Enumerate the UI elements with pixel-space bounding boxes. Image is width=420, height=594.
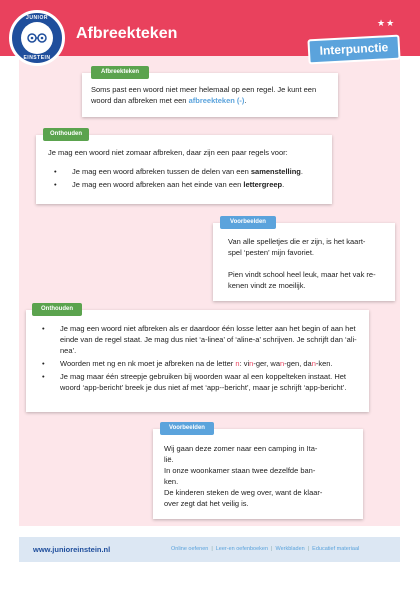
example-line: ken.	[164, 477, 179, 486]
logo-text-top: JUNIOR	[26, 15, 48, 21]
junior-einstein-logo	[9, 10, 65, 66]
subject-badge: Interpunctie	[307, 35, 400, 65]
rules1-tag: Onthouden	[43, 128, 89, 141]
examples1-tag: Voorbeelden	[220, 216, 276, 229]
examples1-card	[213, 223, 395, 301]
footer-link-werkbladen[interactable]: Werkbladen	[275, 546, 305, 552]
list-item: • Je mag een woord niet afbreken als er daardoor één losse letter aan het begin of aan het einde van de regel staat. Je mag dus niet ‘a-linea’ of ‘aline-a’ schrijven. Je schrijft dan ‘ali-nea’.	[36, 323, 359, 356]
page-title: Afbreekteken	[76, 25, 178, 42]
intro-tag: Afbreekteken	[91, 66, 149, 79]
example-line: spel ‘pesten’ mijn favoriet.	[228, 248, 315, 257]
footer-link-online-oefenen[interactable]: Online oefenen	[171, 546, 209, 552]
rules1-card	[36, 135, 332, 204]
footer-links: Online oefenen | Leer-en oefenboeken | Werkbladen | Educatief materiaal	[171, 546, 360, 552]
list-item: • Woorden met ng en nk moet je afbreken na de letter n: vin-ger, wan-gen, dan-ken.	[36, 358, 359, 369]
rules2-tag: Onthouden	[32, 303, 82, 316]
example-line: over zegt dat het veilig is.	[164, 499, 249, 508]
example-line: De kinderen steken de weg over, want de klaar-	[164, 488, 323, 497]
page-footer	[19, 537, 400, 562]
example-line: Pien vindt school heel leuk, maar het vak re-	[228, 270, 376, 279]
examples2-tag: Voorbeelden	[160, 422, 214, 435]
list-item: • Je mag een woord afbreken tussen de delen van een samenstelling.	[48, 166, 324, 177]
intro-text: Soms past een woord niet meer helemaal op een regel. Je kunt een woord dan afbreken met een afbreekteken (-).	[91, 85, 317, 105]
intro-card	[82, 73, 338, 117]
example-line: In onze woonkamer staan twee dezelfde ban-	[164, 466, 316, 475]
footer-link-leer-en-oefenboeken[interactable]: Leer-en oefenboeken	[215, 546, 269, 552]
rules1-lead: Je mag een woord niet zomaar afbreken, daar zijn een paar regels voor:	[48, 148, 288, 157]
logo-face-circle	[21, 22, 53, 54]
einstein-face-icon	[27, 32, 47, 44]
example-line: lië.	[164, 455, 174, 464]
examples2-card	[153, 429, 363, 519]
footer-link-educatief-materiaal[interactable]: Educatief materiaal	[312, 546, 360, 552]
logo-text-bottom: EINSTEIN	[23, 55, 51, 61]
difficulty-stars-icon: ★★	[377, 18, 396, 28]
example-line: kenen vindt ze moeilijk.	[228, 281, 306, 290]
website-link[interactable]: www.junioreinstein.nl	[33, 545, 111, 554]
rules2-list	[36, 323, 359, 393]
afbreekteken-highlight: afbreekteken (-)	[188, 96, 245, 105]
list-item: • Je mag maar één streepje gebruiken bij woorden waar al een koppelteken instaat. Het woord ‘app-bericht’ breek je dus niet af met ‘app--bericht’, maar je schrijft ‘app-bericht’.	[36, 371, 359, 393]
example-line: Wij gaan deze zomer naar een camping in Ita-	[164, 444, 318, 453]
rules2-card	[26, 310, 369, 412]
rules1-list	[48, 166, 324, 190]
list-item: • Je mag een woord afbreken aan het einde van een lettergreep.	[48, 179, 324, 190]
example-line: Van alle spelletjes die er zijn, is het kaart-	[228, 237, 366, 246]
